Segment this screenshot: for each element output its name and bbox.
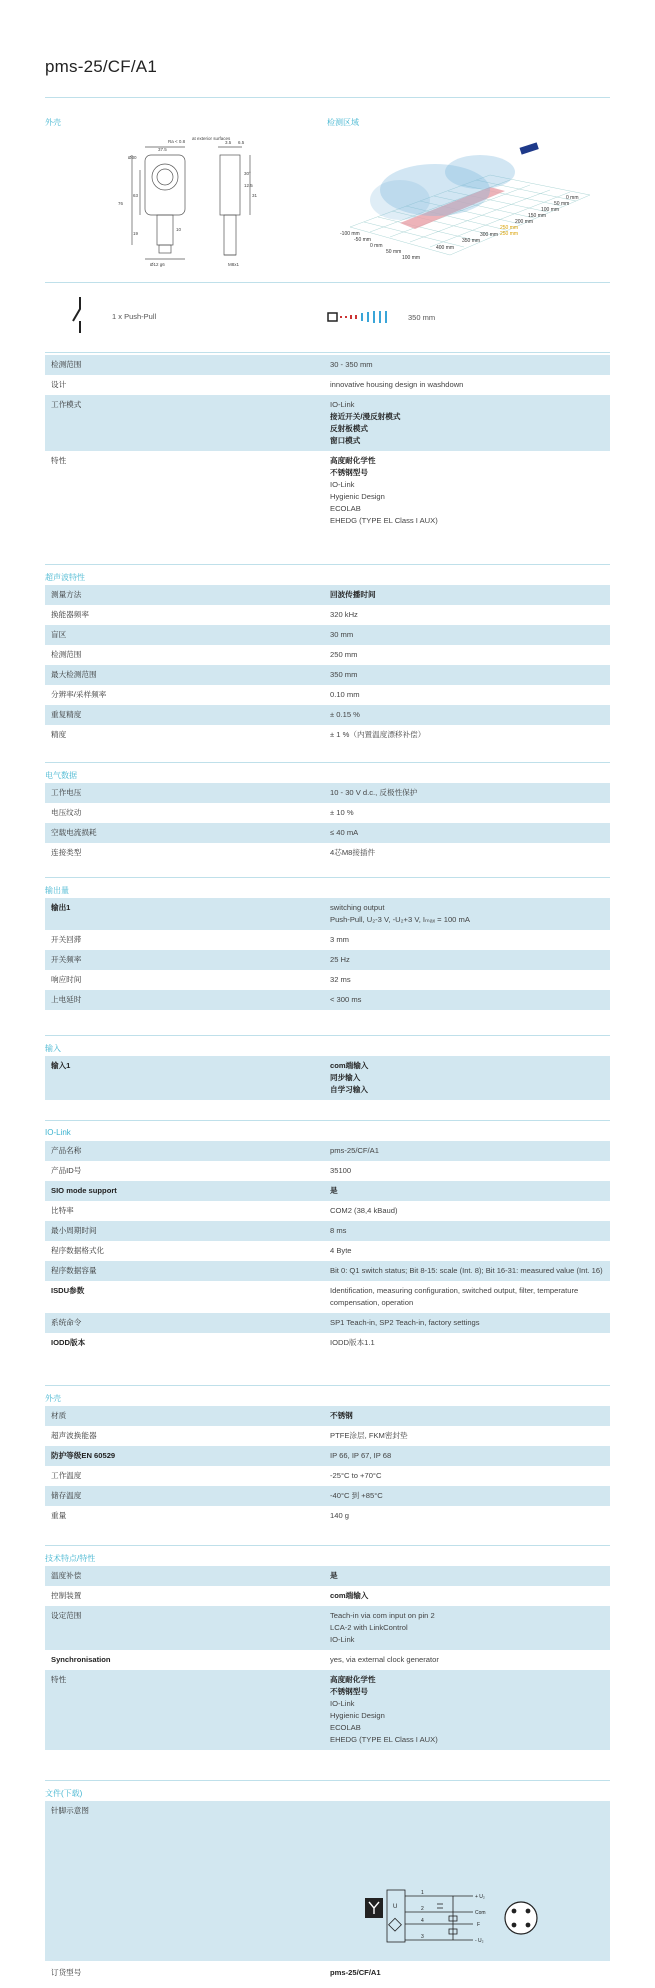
mode-iolink: IO-Link (330, 400, 355, 409)
section-title-outputs: 输出量 (45, 886, 69, 895)
iolink-table (45, 1141, 610, 1353)
table-row (45, 1486, 610, 1506)
row-value: ± 1 %（内置温度漂移补偿） (330, 730, 426, 739)
order-row (45, 1963, 610, 1983)
table-row (45, 1221, 610, 1241)
range-label: 350 mm (408, 313, 436, 322)
table-row (45, 1313, 610, 1333)
input-com: com端输入 (330, 1061, 369, 1070)
row-value (330, 898, 610, 930)
row-value: 25 Hz (330, 955, 350, 964)
feature-iolink: IO-Link (330, 480, 355, 489)
table-row (45, 725, 610, 745)
housing-table (45, 1406, 610, 1526)
row-value: Bit 0: Q1 switch status; Bit 8-15: scale (Int. 8); Bit 16-31: measured value (Int. 16) (330, 1266, 603, 1275)
wire-com: Com (475, 1910, 486, 1916)
feature-steel: 不锈钢型号 (330, 468, 368, 477)
dim-3-5: 3.5 (225, 140, 232, 145)
table-row (45, 605, 610, 625)
table-row (45, 1181, 610, 1201)
housing-caption: 外壳 (45, 118, 61, 127)
dim-6-5: 6.5 (238, 140, 245, 145)
outputs-table (45, 898, 610, 1010)
row-value: IODD版本1.1 (330, 1338, 375, 1347)
row-key: 程序数据格式化 (51, 1246, 105, 1255)
general-table (45, 355, 610, 531)
row-key: 设定范围 (51, 1611, 82, 1620)
table-row (45, 823, 610, 843)
order-value: pms-25/CF/A1 (330, 1968, 381, 1977)
dim-19: 19 (133, 231, 139, 236)
dim-37-5: 37.5 (158, 147, 167, 152)
table-row (45, 1586, 610, 1606)
row-value (330, 395, 610, 451)
table-row (45, 1201, 610, 1221)
row-key: 设计 (51, 380, 67, 389)
table-row (45, 355, 610, 375)
section-title-housing: 外壳 (45, 1394, 61, 1403)
row-key: 系统命令 (51, 1318, 82, 1327)
row-key: 产品名称 (51, 1146, 82, 1155)
table-row (45, 1446, 610, 1466)
row-key: 精度 (51, 730, 67, 739)
pin-2: 2 (421, 1906, 424, 1912)
row-key: 空载电流损耗 (51, 828, 97, 837)
row-key: 换能器频率 (51, 610, 89, 619)
row-value: 4 Byte (330, 1246, 352, 1255)
switch-symbol-icon (70, 295, 90, 335)
row-value: innovative housing design in washdown (330, 380, 464, 389)
row-key: Synchronisation (51, 1655, 111, 1664)
electrical-table (45, 783, 610, 863)
mode-proximity: 接近开关/漫反射模式 (330, 412, 401, 421)
row-key: SIO mode support (51, 1186, 117, 1195)
divider (45, 1780, 610, 1781)
row-value: < 300 ms (330, 995, 362, 1004)
page-title: pms-25/CF/A1 (45, 57, 157, 76)
divider (45, 352, 610, 353)
axis-l-50: 50 mm (386, 249, 402, 255)
divider (45, 762, 610, 763)
row-key: 上电延时 (51, 995, 82, 1004)
pin-3: 3 (421, 1934, 424, 1940)
axis-r-300: 300 mm (480, 232, 499, 238)
row-key: 防护等级EN 60529 (51, 1451, 116, 1460)
divider (45, 564, 610, 565)
dim-d12: Ø12 g6 (150, 262, 165, 267)
section-title-electrical: 电气数据 (45, 771, 77, 780)
table-row (45, 930, 610, 950)
dim-10: 10 (176, 227, 182, 232)
row-key: 比特率 (51, 1206, 74, 1215)
table-row (45, 705, 610, 725)
dim-ra: Ra < 0.8 (168, 139, 186, 144)
dim-12-5: 12.5 (244, 183, 253, 188)
dim-m8: M8x1 (228, 262, 240, 267)
row-key: 工作电压 (51, 788, 82, 797)
table-row (45, 803, 610, 823)
u-label: U (393, 1904, 398, 1910)
table-row (45, 1056, 610, 1100)
table-row (45, 990, 610, 1010)
table-row (45, 1141, 610, 1161)
table-row (45, 685, 610, 705)
table-row (45, 1650, 610, 1670)
table-row (45, 1670, 610, 1750)
output-spec: Push-Pull, U₂-3 V, -U₂+3 V, Iₘₐₓ = 100 mA (330, 915, 470, 924)
row-key: 材质 (51, 1411, 67, 1420)
dim-63: 63 (133, 193, 139, 198)
feature-chem: 高度耐化学性 (330, 456, 376, 465)
row-key: 响应时间 (51, 975, 82, 984)
row-key: 超声波换能器 (51, 1431, 97, 1440)
divider (45, 282, 610, 283)
row-key: 检测范围 (51, 360, 82, 369)
row-value: ≤ 40 mA (330, 828, 359, 837)
axis-r-50: 50 mm (554, 201, 570, 207)
row-value: com端输入 (330, 1591, 369, 1600)
divider (45, 97, 610, 98)
feature-hygienic: Hygienic Design (330, 1711, 385, 1720)
axis-r-150: 150 mm (528, 213, 547, 219)
inputs-table (45, 1056, 610, 1100)
row-key: 输出1 (51, 903, 71, 912)
input-sync: 同步输入 (330, 1073, 361, 1082)
row-key: 产品ID号 (51, 1166, 82, 1175)
table-row (45, 970, 610, 990)
axis-r-250: 250 mm (500, 225, 519, 231)
table-row (45, 645, 610, 665)
axis-highlight: 250 mm (500, 231, 519, 237)
row-key: 重量 (51, 1511, 67, 1520)
row-value: 回波传播时间 (330, 590, 376, 599)
divider (45, 1035, 610, 1036)
row-value: PTFE涂层, FKM密封垫 (330, 1431, 408, 1440)
input-teach: 自学习输入 (330, 1085, 368, 1094)
row-key: 电压纹动 (51, 808, 82, 817)
row-key: 开关回滞 (51, 935, 82, 944)
setting-teach: Teach-in via com input on pin 2 (330, 1611, 435, 1620)
row-value: Identification, measuring configuration, switched output, filter, temperature compensation, operation (330, 1286, 579, 1307)
axis-r-350: 350 mm (462, 238, 481, 244)
feature-ecolab: ECOLAB (330, 504, 361, 513)
row-value (330, 1056, 610, 1100)
row-key: 工作温度 (51, 1471, 82, 1480)
row-key: 分辨率/采样频率 (51, 690, 107, 699)
row-key: 连接类型 (51, 848, 82, 857)
row-value: 350 mm (330, 670, 358, 679)
row-key: 特性 (51, 1675, 67, 1684)
table-row (45, 585, 610, 605)
row-key: 工作模式 (51, 400, 82, 409)
row-value: -40°C 到 +85°C (330, 1491, 383, 1500)
section-title-ultrasonic: 超声波特性 (45, 573, 85, 582)
feature-ehedg: EHEDG (TYPE EL Class I AUX) (330, 1735, 438, 1744)
setting-iolink: IO-Link (330, 1635, 355, 1644)
axis-l-m50: -50 mm (354, 237, 371, 243)
row-value: pms-25/CF/A1 (330, 1146, 379, 1155)
row-key: 储存温度 (51, 1491, 82, 1500)
row-value: 8 ms (330, 1226, 347, 1235)
table-row (45, 898, 610, 930)
wire-minus-ub: - U₂ (475, 1938, 484, 1944)
output-kind: switching output (330, 903, 385, 912)
row-value: ± 0.15 % (330, 710, 360, 719)
pin-1: 1 (421, 1890, 424, 1896)
divider (45, 1385, 610, 1386)
row-value: 是 (330, 1571, 338, 1580)
dim-d30: Ø30 (128, 155, 137, 160)
row-value (330, 1670, 610, 1750)
feature-ehedg: EHEDG (TYPE EL Class I AUX) (330, 516, 438, 525)
setting-lca: LCA-2 with LinkControl (330, 1623, 408, 1632)
table-row (45, 1281, 610, 1313)
row-value: 不锈钢 (330, 1411, 353, 1420)
section-title-inputs: 输入 (45, 1044, 61, 1053)
row-value: 140 g (330, 1511, 350, 1520)
table-row (45, 451, 610, 531)
section-title-iolink: IO-Link (45, 1128, 71, 1137)
features-table (45, 1566, 610, 1750)
row-key: 检测范围 (51, 650, 82, 659)
row-key: 输入1 (51, 1061, 71, 1070)
order-label: 订货型号 (51, 1968, 82, 1977)
row-key: 特性 (51, 456, 67, 465)
row-value: 35100 (330, 1166, 352, 1175)
row-value: 250 mm (330, 650, 358, 659)
feature-chem: 高度耐化学性 (330, 1675, 376, 1684)
dim-30deg: 30° (244, 171, 251, 176)
row-key: ISDU参数 (51, 1286, 85, 1295)
wire-f: F (477, 1922, 481, 1928)
row-value (330, 451, 610, 531)
table-row (45, 1406, 610, 1426)
range-bar-icon (327, 310, 399, 324)
axis-r-100: 100 mm (541, 207, 560, 213)
table-row (45, 950, 610, 970)
table-row (45, 1606, 610, 1650)
row-value: COM2 (38,4 kBaud) (330, 1206, 398, 1215)
row-value: IP 66, IP 67, IP 68 (330, 1451, 392, 1460)
row-key: 温度补偿 (51, 1571, 82, 1580)
divider (45, 877, 610, 878)
table-row (45, 665, 610, 685)
row-value (330, 1606, 610, 1650)
row-key: IODD版本 (51, 1338, 86, 1347)
row-key: 测量方法 (51, 590, 82, 599)
axis-l-0: 0 mm (370, 243, 383, 249)
detection-caption: 检测区域 (327, 118, 359, 127)
row-key: 最小周期时间 (51, 1226, 97, 1235)
axis-l-m100: -100 mm (340, 231, 360, 237)
row-key: 盲区 (51, 630, 67, 639)
row-value: 0.10 mm (330, 690, 360, 699)
row-key: 控制装置 (51, 1591, 82, 1600)
housing-drawing (100, 135, 270, 270)
output-type-label: 1 x Push-Pull (112, 312, 157, 321)
table-row (45, 1333, 610, 1353)
mode-window: 窗口模式 (330, 436, 361, 445)
row-value: 是 (330, 1186, 338, 1195)
table-row (45, 1161, 610, 1181)
row-value: -25°C to +70°C (330, 1471, 382, 1480)
table-row (45, 1241, 610, 1261)
row-key: 最大检测范围 (51, 670, 97, 679)
table-row (45, 783, 610, 803)
feature-iolink: IO-Link (330, 1699, 355, 1708)
pin-assignment-diagram (363, 1884, 543, 1948)
feature-hygienic: Hygienic Design (330, 492, 385, 501)
table-row (45, 1466, 610, 1486)
table-row (45, 395, 610, 451)
row-key: 开关频率 (51, 955, 82, 964)
row-value: 320 kHz (330, 610, 358, 619)
row-value: 30 - 350 mm (330, 360, 373, 369)
dim-76: 76 (118, 201, 124, 206)
mode-reflector: 反射板模式 (330, 424, 368, 433)
row-value: ± 10 % (330, 808, 354, 817)
dim-31: 31 (252, 193, 258, 198)
axis-r-200: 200 mm (515, 219, 534, 225)
note-exterior: at exterior surfaces (192, 136, 231, 141)
row-value: 30 mm (330, 630, 354, 639)
table-row (45, 375, 610, 395)
pin-diagram-row (45, 1801, 610, 1961)
table-row (45, 625, 610, 645)
axis-r-0: 0 mm (566, 195, 579, 201)
section-title-files: 文件(下载) (45, 1789, 83, 1798)
row-key: 程序数据容量 (51, 1266, 97, 1275)
section-title-features: 技术特点/特性 (45, 1554, 96, 1563)
axis-r-400: 400 mm (436, 245, 455, 251)
feature-ecolab: ECOLAB (330, 1723, 361, 1732)
divider (45, 1120, 610, 1121)
row-key: 重复精度 (51, 710, 82, 719)
table-row (45, 843, 610, 863)
ultrasonic-table (45, 585, 610, 745)
table-row (45, 1426, 610, 1446)
row-value: SP1 Teach-in, SP2 Teach-in, factory settings (330, 1318, 480, 1327)
row-value: yes, via external clock generator (330, 1655, 439, 1664)
row-value: 32 ms (330, 975, 351, 984)
pin-diagram-label: 针脚示意图 (51, 1806, 89, 1815)
axis-l-100: 100 mm (402, 255, 421, 261)
pin-4: 4 (421, 1918, 424, 1924)
table-row (45, 1506, 610, 1526)
table-row (45, 1566, 610, 1586)
row-value: 4芯M8接插件 (330, 848, 376, 857)
row-value: 10 - 30 V d.c., 反极性保护 (330, 788, 418, 797)
feature-steel: 不锈钢型号 (330, 1687, 368, 1696)
table-row (45, 1261, 610, 1281)
divider (45, 1545, 610, 1546)
wire-plus-ub: + U₂ (475, 1894, 485, 1900)
detection-field-figure (340, 135, 600, 270)
row-value: 3 mm (330, 935, 349, 944)
